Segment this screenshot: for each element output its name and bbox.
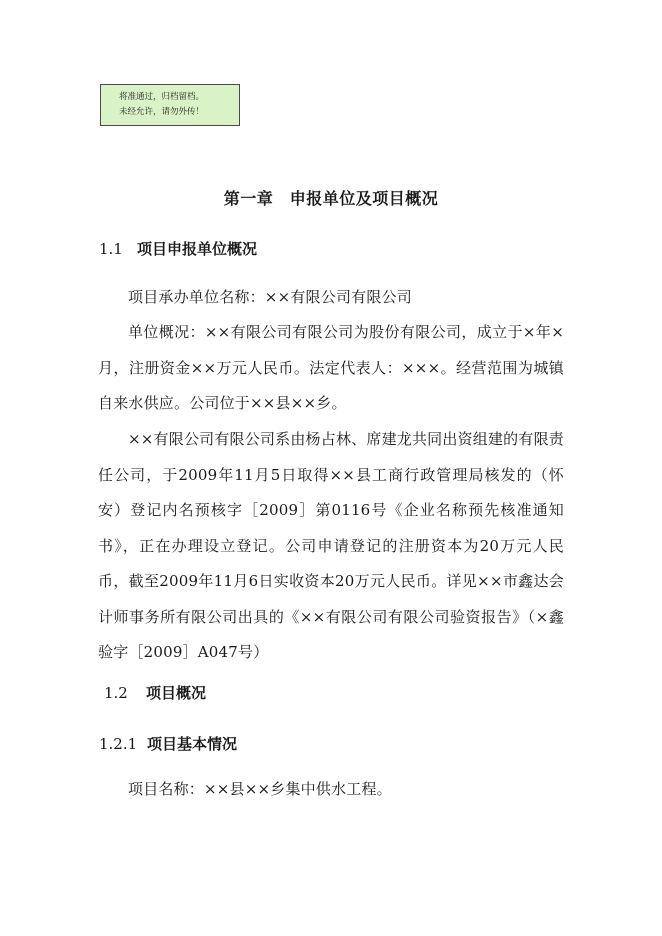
paragraph-unit-name: 项目承办单位名称：××有限公司有限公司 (128, 288, 412, 306)
stamp-line-1: 将准通过，归档留档。 (119, 92, 205, 102)
section-heading-1-2-1 (99, 733, 237, 754)
section-heading-1-2 (104, 682, 206, 703)
section-heading-1-1 (99, 238, 257, 259)
section-title: 项目概况 (146, 684, 207, 702)
section-number: 1.2 (104, 684, 128, 702)
chapter-title: 第一章 申报单位及项目概况 (223, 189, 439, 208)
section-number: 1.1 (99, 240, 123, 258)
stamp-line-2: 未经允许，请勿外传！ (119, 107, 205, 117)
paragraph-company-history: ××有限公司有限公司系由杨占林、席建龙共同出资组建的有限责任公司，于2009年11月5日取得××县工商行政管理局核发的（怀安）登记内名预核字［2009］第0116号《企业名称预先核准通知书》，正在办理设立登记。公司申请登记的注册资本为20万元人民币，截至2009年11月6日实收资本20万元人民币。详见××市鑫达会计师事务所有限公司出具的《××有限公司有限公司验资报告》（×鑫验字［2009］A047号） (98, 430, 564, 661)
section-title: 项目申报单位概况 (137, 240, 258, 258)
section-title: 项目基本情况 (147, 735, 238, 753)
paragraph-unit-overview: 单位概况：××有限公司有限公司为股份有限公司，成立于×年×月，注册资金××万元人民币。法定代表人：×××。经营范围为城镇自来水供应。公司位于××县××乡。 (98, 323, 564, 412)
section-number: 1.2.1 (99, 735, 138, 753)
paragraph-project-name: 项目名称：××县××乡集中供水工程。 (128, 780, 392, 798)
approval-stamp (100, 84, 240, 126)
